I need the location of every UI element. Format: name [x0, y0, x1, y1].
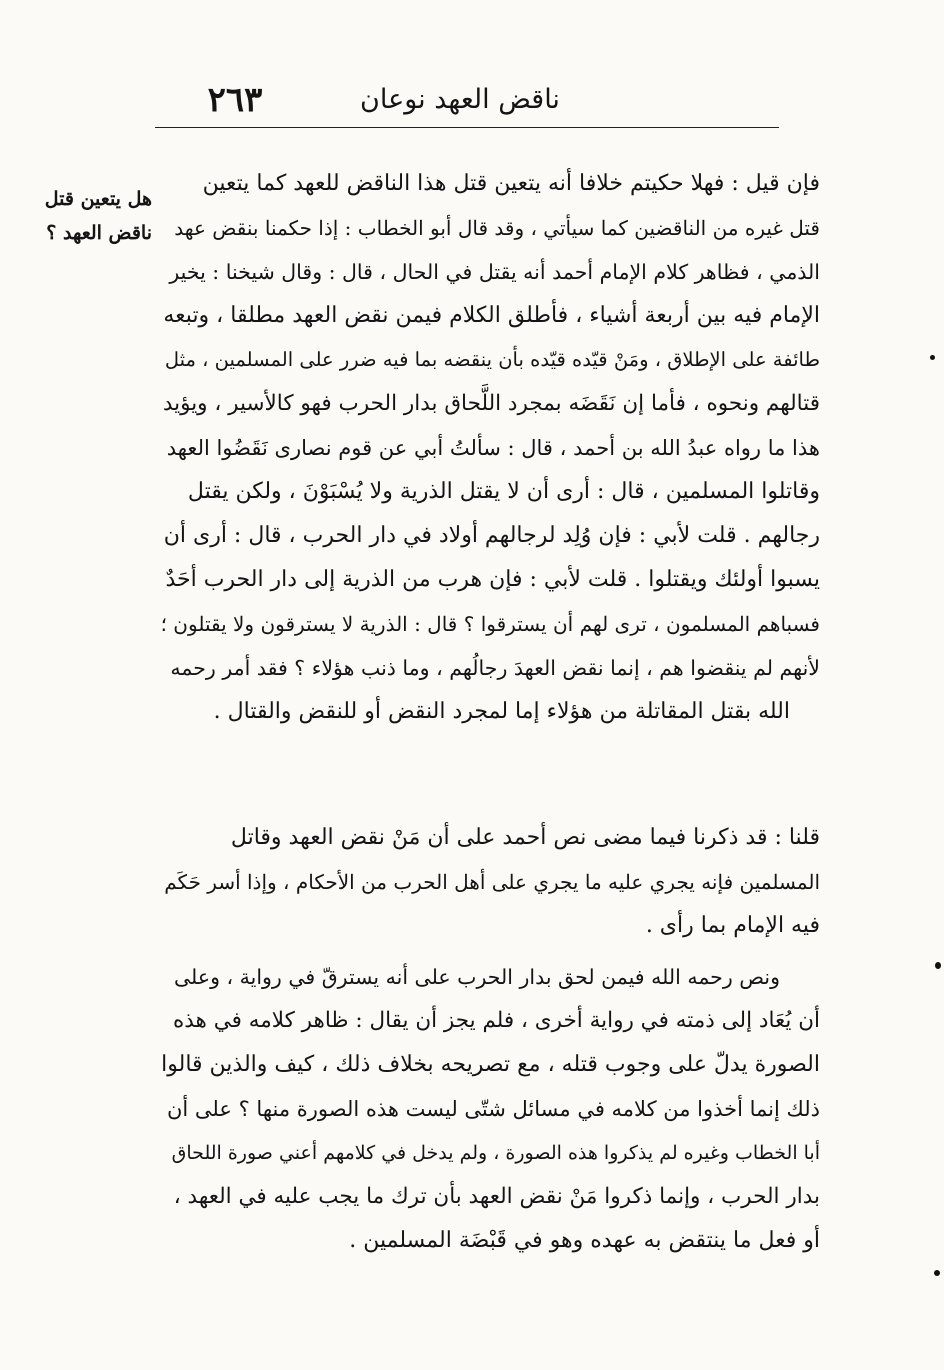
text-line: أن يُعَاد إلى ذمته في رواية أخرى ، فلم يجز أن يقال : ظاهر كلامه في هذه	[172, 1008, 820, 1033]
margin-note-line: ناقض العهد ؟	[46, 222, 152, 244]
text-line: قلنا : قد ذكرنا فيما مضى نص أحمد على أن مَنْ نقض العهد وقاتل	[230, 825, 820, 850]
text-line: هذا ما رواه عبدُ الله بن أحمد ، قال : سألتُ أبي عن قوم نصارى نَقَضُوا العهد	[166, 436, 820, 460]
text-line: وقاتلوا المسلمين ، قال : أرى أن لا يقتل الذرية ولا يُسْبَوْنَ ، ولكن يقتل	[187, 479, 820, 504]
text-line: أو فعل ما ينتقض به عهده وهو في قَبْضَة المسلمين .	[349, 1228, 820, 1253]
text-line: الإمام فيه بين أربعة أشياء ، فأطلق الكلام فيمن نقض العهد مطلقا ، وتبعه	[163, 303, 820, 328]
text-line: قتل غيره من الناقضين كما سيأتي ، وقد قال أبو الخطاب : إذا حكمنا بنقض عهد	[174, 216, 820, 240]
margin-note-line: هل يتعين قتل	[44, 188, 152, 210]
header-rule	[155, 127, 779, 128]
text-line: فسباهم المسلمون ، ترى لهم أن يسترقوا ؟ قال : الذرية لا يسترقون ولا يقتلون ؛	[160, 612, 820, 636]
scan-speck	[935, 962, 941, 969]
scan-speck	[930, 355, 935, 360]
text-line: أبا الخطاب وغيره لم يذكروا هذه الصورة ، ولم يدخل في كلامهم أعني صورة اللحاق	[171, 1142, 820, 1164]
text-line: الصورة يدلّ على وجوب قتله ، مع تصريحه بخلاف ذلك ، كيف والذين قالوا	[161, 1052, 820, 1077]
text-line: رجالهم . قلت لأبي : فإن وُلِد لرجالهم أولاد في دار الحرب ، قال : أرى أن	[163, 523, 820, 548]
text-line: الذمي ، فظاهر كلام الإمام أحمد أنه يقتل في الحال ، قال : وقال شيخنا : يخير	[169, 260, 820, 284]
text-line: المسلمين فإنه يجري عليه ما يجري على أهل الحرب من الأحكام ، وإذا أسر حَكَم	[164, 870, 820, 894]
paragraph-1	[160, 162, 820, 734]
running-title: ناقض العهد نوعان	[360, 84, 560, 115]
text-line: ذلك إنما أخذوا من كلامه في مسائل شتّى ليست هذه الصورة منها ؟ على أن	[167, 1097, 820, 1121]
text-line: فإن قيل : فهلا حكيتم خلافا أنه يتعين قتل هذا الناقض للعهد كما يتعين	[202, 171, 820, 196]
margin-note	[22, 182, 152, 250]
text-line: يسبوا أولئك ويقتلوا . قلت لأبي : فإن هرب من الذرية إلى دار الحرب أحَدٌ	[165, 567, 820, 592]
text-line: الله بقتل المقاتلة من هؤلاء إما لمجرد النقض أو للنقض والقتال .	[213, 699, 790, 724]
text-line: بدار الحرب ، وإنما ذكروا مَنْ نقض العهد بأن ترك ما يجب عليه في العهد ،	[173, 1184, 820, 1209]
text-line: قتالهم ونحوه ، فأما إن نَقَضَه بمجرد اللَّحاق بدار الحرب فهو كالأسير ، ويؤيد	[162, 391, 820, 416]
page-number: ٢٦٣	[207, 80, 263, 120]
text-line: طائفة على الإطلاق ، ومَنْ قيّده قيّده بأن ينقضه بما فيه ضرر على المسلمين ، مثل	[164, 348, 820, 371]
paragraph-2	[160, 816, 820, 948]
scan-speck	[934, 1270, 940, 1276]
text-line: فيه الإمام بما رأى .	[645, 913, 820, 938]
text-line: ونص رحمه الله فيمن لحق بدار الحرب على أنه يسترقّ في رواية ، وعلى	[173, 965, 780, 989]
text-line: لأنهم لم ينقضوا هم ، إنما نقض العهدَ رجالُهم ، وما ذنب هؤلاء ؟ فقد أمر رحمه	[170, 656, 820, 680]
paragraph-3	[160, 955, 820, 1263]
